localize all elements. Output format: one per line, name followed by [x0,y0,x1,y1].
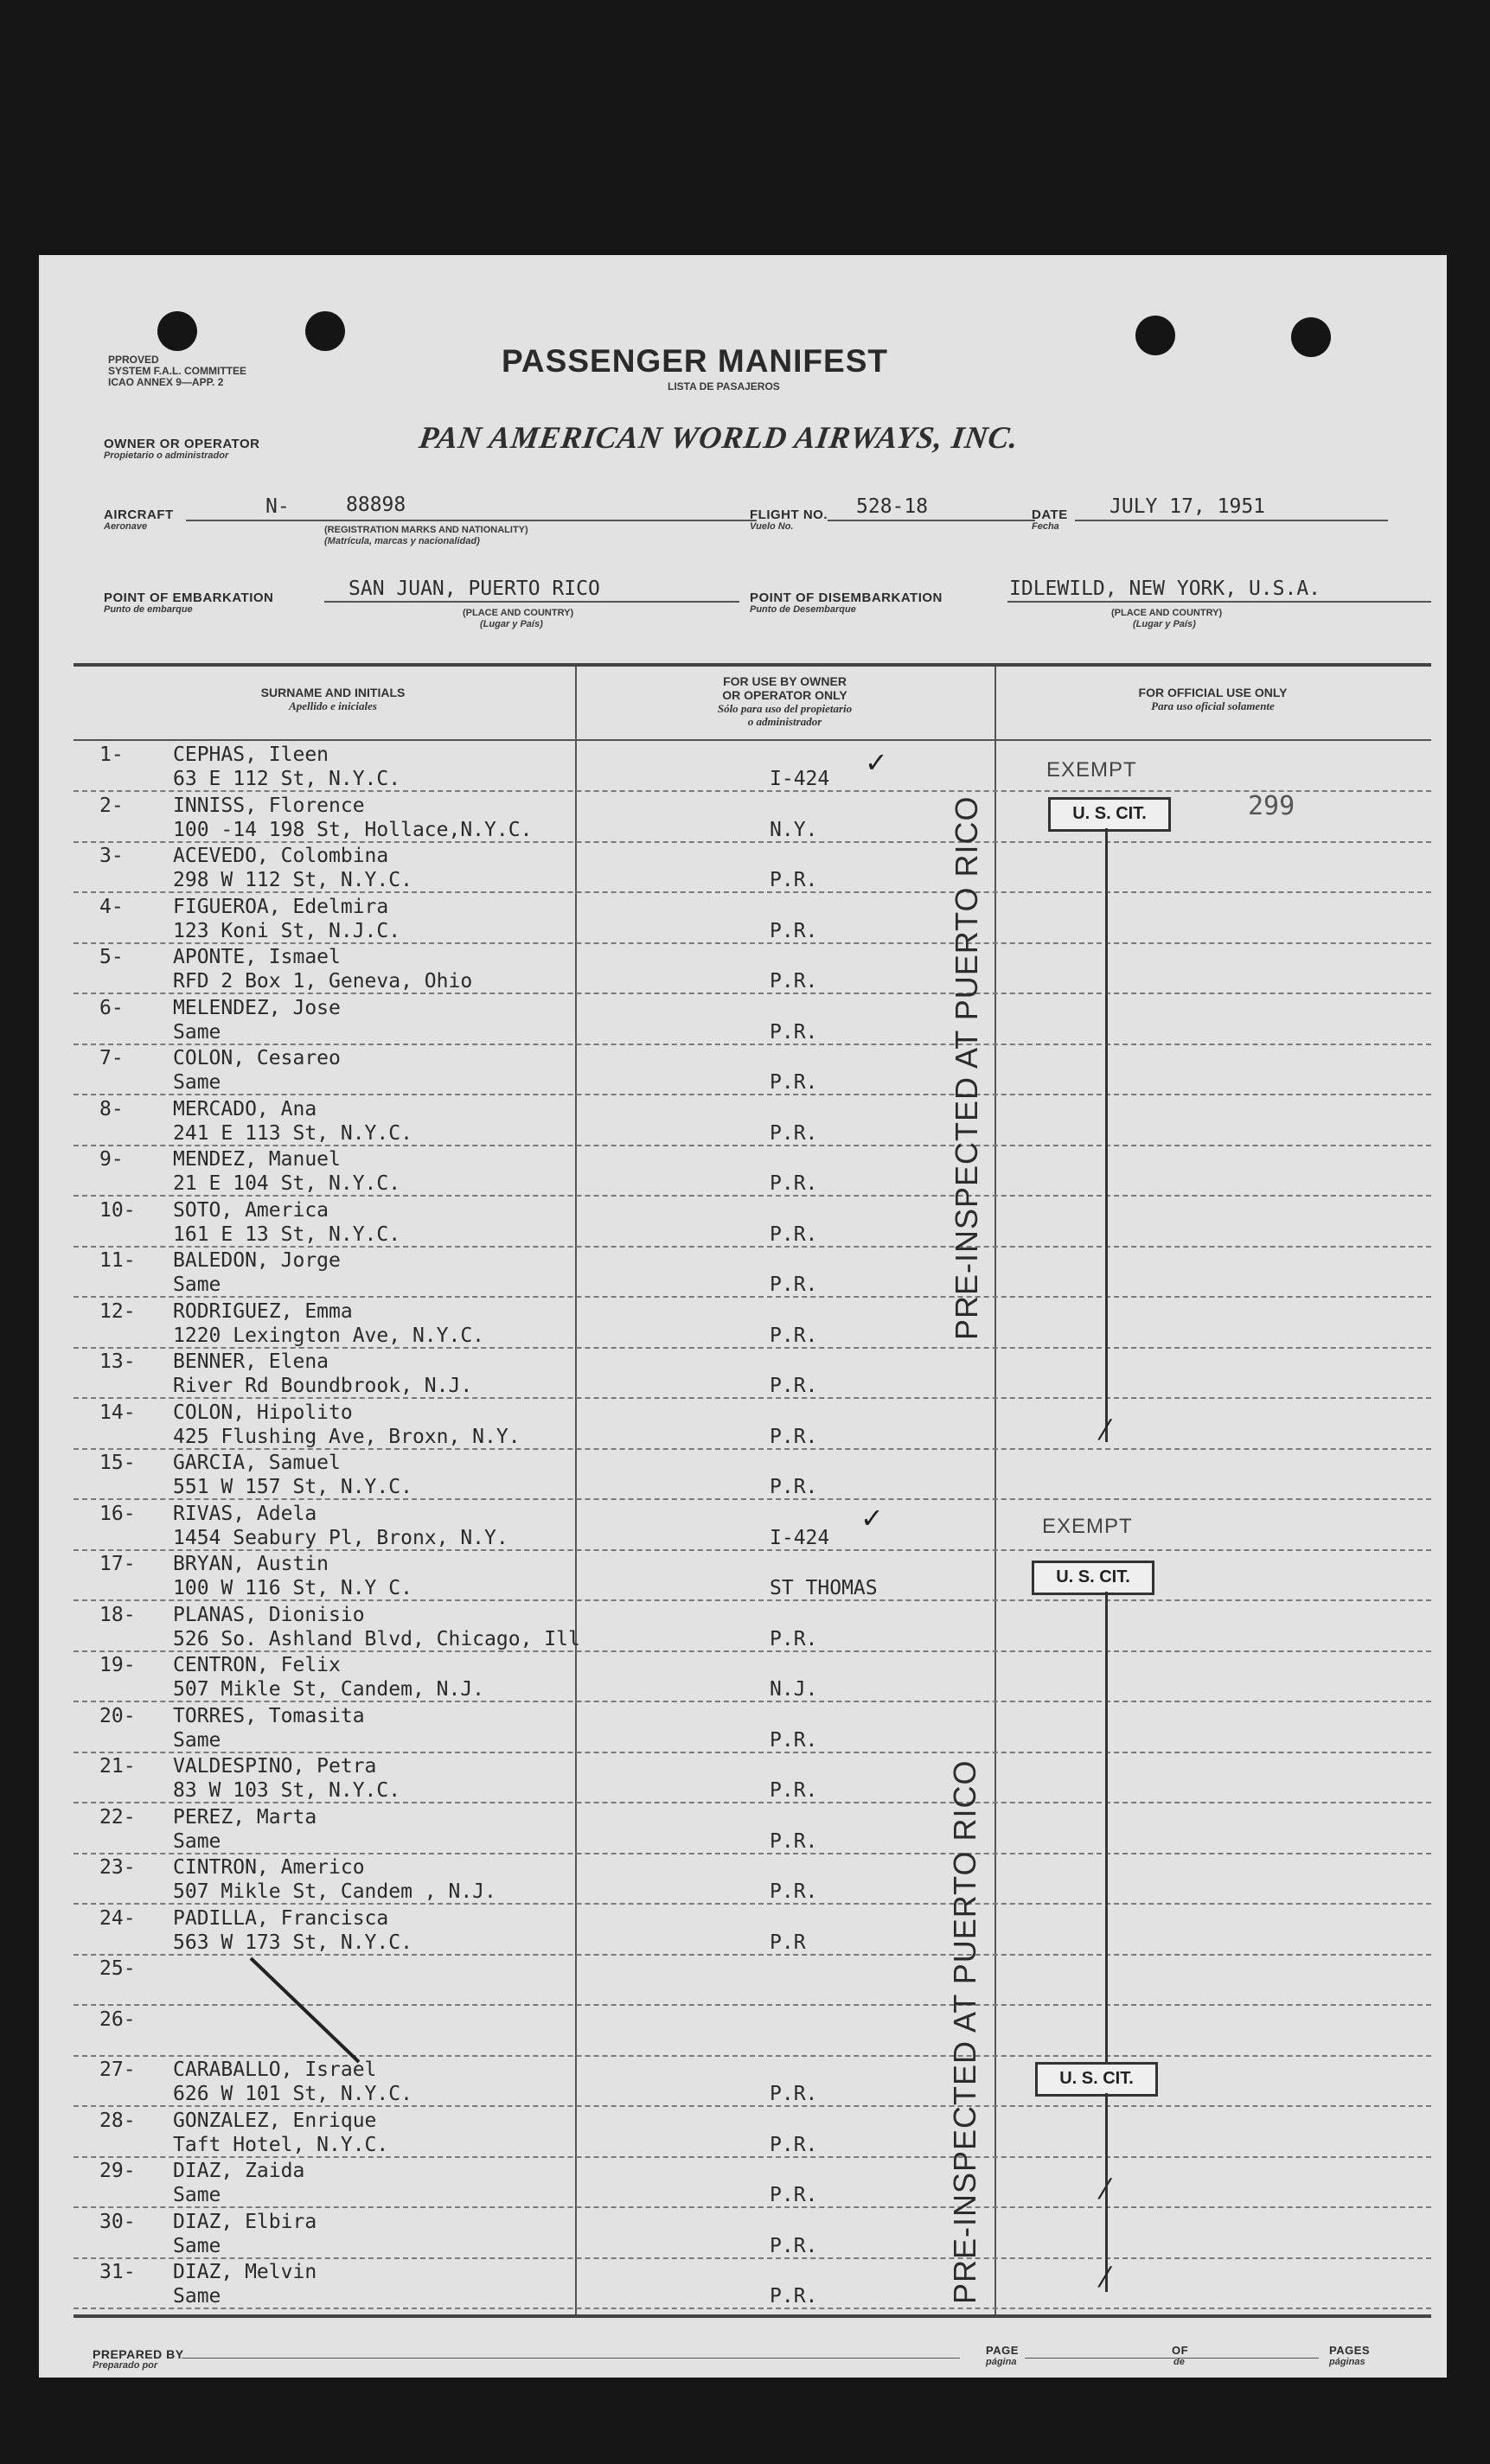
owner-code: P.R. [770,970,818,993]
owner-code: P.R. [770,2285,818,2308]
disembark-line [1007,601,1431,603]
passenger-number: 28- [99,2109,136,2132]
list-item [39,1905,1447,1956]
table-top-border [74,663,1431,667]
list-item [39,1299,1447,1349]
passenger-address: 1454 Seabury Pl, Bronx, N.Y. [173,1526,508,1549]
passenger-name: CENTRON, Felix [173,1654,341,1676]
embark-place-note: (PLACE AND COUNTRY) [463,608,574,618]
aircraft-note: (REGISTRATION MARKS AND NATIONALITY) [324,525,528,535]
passenger-name: COLON, Hipolito [173,1401,353,1424]
embark-label: POINT OF EMBARKATION [104,590,274,605]
approval-line: ICAO ANNEX 9—APP. 2 [108,376,224,388]
flight-label: FLIGHT NO. [750,507,828,522]
list-item [39,1854,1447,1905]
passenger-name: BRYAN, Austin [173,1553,329,1575]
preinspected-stamp: PRE-INSPECTED AT PUERTO RICO [949,795,984,1340]
list-item [39,793,1447,843]
owner-code: P.R. [770,1273,818,1296]
owner-code: P.R. [770,1627,818,1650]
passenger-name: PLANAS, Dionisio [173,1603,365,1626]
passenger-number: 10- [99,1198,136,1222]
owner-label-es: Propietario o administrador [104,450,229,461]
disembark-place-note: (PLACE AND COUNTRY) [1111,608,1223,618]
list-item [39,944,1447,994]
passenger-name: PADILLA, Francisca [173,1906,389,1930]
bracket-line [1105,828,1108,1442]
exempt-stamp: EXEMPT [1042,1515,1133,1538]
passenger-address: Same [173,1020,221,1044]
passenger-name: MERCADO, Ana [173,1097,317,1120]
owner-code: P.R. [770,2083,818,2105]
disembark-label-es: Punto de Desembarque [750,604,856,615]
header-divider [74,739,1431,741]
manifest-sheet [39,255,1447,2378]
passenger-name: SOTO, America [173,1198,329,1222]
passenger-address: 21 E 104 St, N.Y.C. [173,1172,401,1195]
passenger-address: 626 W 101 St, N.Y.C. [173,2083,412,2105]
us-cit-stamp: U. S. CIT. [1035,2062,1158,2097]
passenger-name: COLON, Cesareo [173,1047,341,1069]
list-item [39,843,1447,893]
flight-value: 528-18 [856,495,929,518]
list-item [39,1349,1447,1399]
passenger-name: MELENDEZ, Jose [173,996,341,1019]
owner-code: P.R. [770,1222,818,1246]
airline-logo-text: PAN AMERICAN WORLD AIRWAYS, INC. [417,420,1021,455]
passenger-address: 425 Flushing Ave, Broxn, N.Y. [173,1425,521,1448]
passenger-number: 26- [99,2008,136,2031]
list-item [39,1703,1447,1753]
passenger-address: 1220 Lexington Ave, N.Y.C. [173,1324,485,1347]
list-item [39,742,1447,792]
passenger-name: CEPHAS, Ileen [173,744,329,766]
date-value: JULY 17, 1951 [1110,495,1266,518]
owner-code: ST THOMAS [770,1577,878,1599]
passenger-address: River Rd Boundbrook, N.J. [173,1375,473,1397]
blank-rows-strike-line [246,1954,385,2075]
passenger-name: INNISS, Florence [173,794,365,817]
col-header-official [994,686,1431,712]
passenger-address: 298 W 112 St, N.Y.C. [173,869,412,891]
owner-code: P.R. [770,1375,818,1397]
owner-code: P.R. [770,1476,818,1498]
prepared-by-line [182,2358,960,2359]
pages-label-es: páginas [1329,2357,1365,2367]
passenger-address: 123 Koni St, N.J.C. [173,919,401,942]
passenger-number: 18- [99,1603,136,1626]
passenger-name: RIVAS, Adela [173,1502,317,1525]
passenger-number: 1- [99,744,124,766]
list-item [39,1804,1447,1854]
passenger-number: 4- [99,895,124,918]
col-header-text: FOR OFFICIAL USE ONLY [1138,686,1288,699]
list-item [39,1450,1447,1500]
punch-hole [157,311,197,351]
passenger-address: Same [173,2184,221,2206]
passenger-name: ACEVEDO, Colombina [173,845,389,867]
owner-code: P.R. [770,1121,818,1145]
date-label: DATE [1032,507,1068,522]
col-header-text: SURNAME AND INITIALS [260,686,406,699]
passenger-number: 9- [99,1148,124,1171]
passenger-address: 100 W 116 St, N.Y C. [173,1577,412,1599]
passenger-address: 507 Mikle St, Candem , N.J. [173,1880,496,1903]
check-mark: ✓ [865,746,888,779]
list-item [39,1551,1447,1601]
flight-label-es: Vuelo No. [750,521,794,532]
passenger-number: 27- [99,2059,136,2081]
row-divider [74,2308,1431,2309]
passenger-name: BALEDON, Jorge [173,1249,341,1272]
passenger-name: MENDEZ, Manuel [173,1148,341,1171]
passenger-number: 16- [99,1502,136,1525]
owner-code: P.R. [770,1728,818,1752]
list-item [39,2209,1447,2259]
passenger-number: 6- [99,996,124,1019]
list-item [39,1400,1447,1450]
col-header-text: OR OPERATOR ONLY [722,688,847,702]
passenger-number: 13- [99,1350,136,1373]
disembark-place-note-es: (Lugar y País) [1133,619,1196,629]
passenger-number: 24- [99,1906,136,1930]
owner-code: P.R. [770,919,818,942]
passenger-address: Same [173,1829,221,1853]
flight-line [828,520,1035,521]
passenger-number: 29- [99,2160,136,2182]
owner-code: P.R. [770,2234,818,2257]
us-cit-stamp: U. S. CIT. [1048,797,1171,832]
list-item [39,2108,1447,2158]
owner-code: P.R. [770,869,818,891]
exempt-stamp: EXEMPT [1046,758,1137,782]
col-header-surname [91,686,575,712]
list-item [39,1753,1447,1803]
list-item [39,1197,1447,1248]
list-item [39,1096,1447,1146]
owner-code: P.R. [770,1829,818,1853]
passenger-address: 241 E 113 St, N.Y.C. [173,1121,412,1145]
list-item [39,2259,1447,2309]
of-label-es: de [1173,2357,1185,2367]
passenger-number: 20- [99,1704,136,1727]
passenger-address: 100 -14 198 St, Hollace,N.Y.C. [173,818,533,841]
date-label-es: Fecha [1032,521,1059,532]
approval-block [108,354,246,388]
passenger-name: CINTRON, Americo [173,1856,365,1879]
passenger-name: DIAZ, Melvin [173,2261,317,2283]
col-header-text-es: Apellido e iniciales [289,699,377,712]
owner-code: P.R. [770,2133,818,2156]
table-bottom-border [74,2314,1431,2318]
passenger-address: 551 W 157 St, N.Y.C. [173,1476,412,1498]
list-item [39,995,1447,1045]
passenger-number: 31- [99,2261,136,2283]
owner-code: P.R. [770,1071,818,1094]
us-cit-stamp: U. S. CIT. [1032,1561,1154,1595]
passenger-name: GARCIA, Samuel [173,1452,341,1474]
owner-code: P.R. [770,1779,818,1802]
passenger-number: 5- [99,946,124,968]
passenger-number: 21- [99,1755,136,1778]
owner-code: N.J. [770,1678,818,1701]
owner-code: I-424 [770,1526,830,1549]
owner-code: I-424 [770,768,830,790]
passenger-number: 14- [99,1401,136,1424]
punch-hole [305,311,345,351]
page-title: PASSENGER MANIFEST [502,343,888,379]
owner-code: N.Y. [770,818,818,841]
passenger-name: TORRES, Tomasita [173,1704,365,1727]
embark-line [324,601,739,603]
list-item [39,1602,1447,1652]
list-item [39,1146,1447,1197]
col-header-text: FOR USE BY OWNER [723,674,847,688]
aircraft-prefix: N- [265,495,290,518]
passenger-number: 11- [99,1249,136,1272]
aircraft-line [186,520,757,521]
prepared-by-label-es: Preparado por [93,2360,158,2371]
aircraft-value: 88898 [346,494,406,516]
col-header-owner [575,674,994,728]
list-item [39,1248,1447,1298]
aircraft-note-es: (Matrícula, marcas y nacionalidad) [324,536,480,546]
passenger-number: 19- [99,1654,136,1676]
bracket-check-mark: ⁄ [1103,2173,1108,2205]
preinspected-stamp: PRE-INSPECTED AT PUERTO RICO [947,1759,982,2304]
embark-place-note-es: (Lugar y País) [480,619,543,629]
aircraft-label: AIRCRAFT [104,507,174,522]
passenger-address: 83 W 103 St, N.Y.C. [173,1779,401,1802]
page-label-es: página [986,2357,1017,2367]
passenger-number: 22- [99,1805,136,1829]
page-line [1025,2358,1319,2359]
passenger-number: 23- [99,1856,136,1879]
disembark-label: POINT OF DISEMBARKATION [750,590,943,605]
list-item [39,1045,1447,1095]
owner-code: P.R. [770,1172,818,1195]
passenger-address: 526 So. Ashland Blvd, Chicago, Ill [173,1627,580,1650]
owner-code: P.R. [770,1880,818,1903]
passenger-number: 17- [99,1553,136,1575]
page-subtitle: LISTA DE PASAJEROS [668,380,780,393]
passenger-number: 15- [99,1452,136,1474]
list-item [39,2158,1447,2208]
col-header-text-es: o administrador [747,715,822,728]
bracket-check-mark: ⁄ [1103,1414,1108,1446]
owner-code: P.R. [770,1324,818,1347]
date-line [1075,520,1388,521]
approval-line: SYSTEM F.A.L. COMMITTEE [108,365,247,377]
count-299: 299 [1248,791,1295,821]
owner-label: OWNER OR OPERATOR [104,437,260,451]
list-item [39,1501,1447,1551]
passenger-number: 25- [99,1957,136,1980]
passenger-name: VALDESPINO, Petra [173,1755,377,1778]
owner-code: P.R. [770,1020,818,1044]
passenger-name: DIAZ, Zaida [173,2160,305,2182]
passenger-address: 63 E 112 St, N.Y.C. [173,768,401,790]
check-mark: ✓ [860,1502,884,1535]
passenger-name: DIAZ, Elbira [173,2210,317,2233]
passenger-name: APONTE, Ismael [173,946,341,968]
punch-hole [1291,317,1331,357]
page-label: PAGE [986,2344,1019,2357]
passenger-address: 161 E 13 St, N.Y.C. [173,1222,401,1246]
passenger-address: 507 Mikle St, Candem, N.J. [173,1678,485,1701]
passenger-list [39,742,1447,2311]
owner-code: P.R [770,1931,806,1954]
disembark-value: IDLEWILD, NEW YORK, U.S.A. [1009,578,1321,600]
passenger-name: GONZALEZ, Enrique [173,2109,377,2132]
passenger-number: 8- [99,1097,124,1120]
passenger-address: Taft Hotel, N.Y.C. [173,2133,389,2156]
embark-label-es: Punto de embarque [104,604,193,615]
passenger-number: 3- [99,845,124,867]
owner-code: P.R. [770,1425,818,1448]
passenger-address: Same [173,1273,221,1296]
punch-hole [1135,316,1175,355]
list-item [39,894,1447,944]
passenger-name: BENNER, Elena [173,1350,329,1373]
passenger-name: CARABALLO, Israel [173,2059,377,2081]
bracket-check-mark: ⁄ [1103,2261,1108,2294]
passenger-name: FIGUEROA, Edelmira [173,895,389,918]
passenger-address: Same [173,2285,221,2308]
passenger-number: 7- [99,1047,124,1069]
passenger-name: RODRIGUEZ, Emma [173,1299,353,1323]
passenger-address: Same [173,1728,221,1752]
passenger-address: RFD 2 Box 1, Geneva, Ohio [173,970,473,993]
passenger-address: Same [173,1071,221,1094]
of-label: OF [1172,2344,1189,2357]
passenger-number: 12- [99,1299,136,1323]
col-header-text-es: Sólo para uso del propietario [717,702,853,715]
passenger-number: 30- [99,2210,136,2233]
passenger-number: 2- [99,794,124,817]
approval-line: PPROVED [108,354,159,366]
passenger-address: Same [173,2234,221,2257]
aircraft-label-es: Aeronave [104,521,148,532]
owner-code: P.R. [770,2184,818,2206]
prepared-by-label: PREPARED BY [93,2347,184,2361]
col-header-text-es: Para uso oficial solamente [1151,699,1275,712]
pages-label: PAGES [1329,2344,1371,2357]
list-item [39,1652,1447,1702]
embark-value: SAN JUAN, PUERTO RICO [349,578,600,600]
passenger-address: 563 W 173 St, N.Y.C. [173,1931,412,1954]
passenger-name: PEREZ, Marta [173,1805,317,1829]
